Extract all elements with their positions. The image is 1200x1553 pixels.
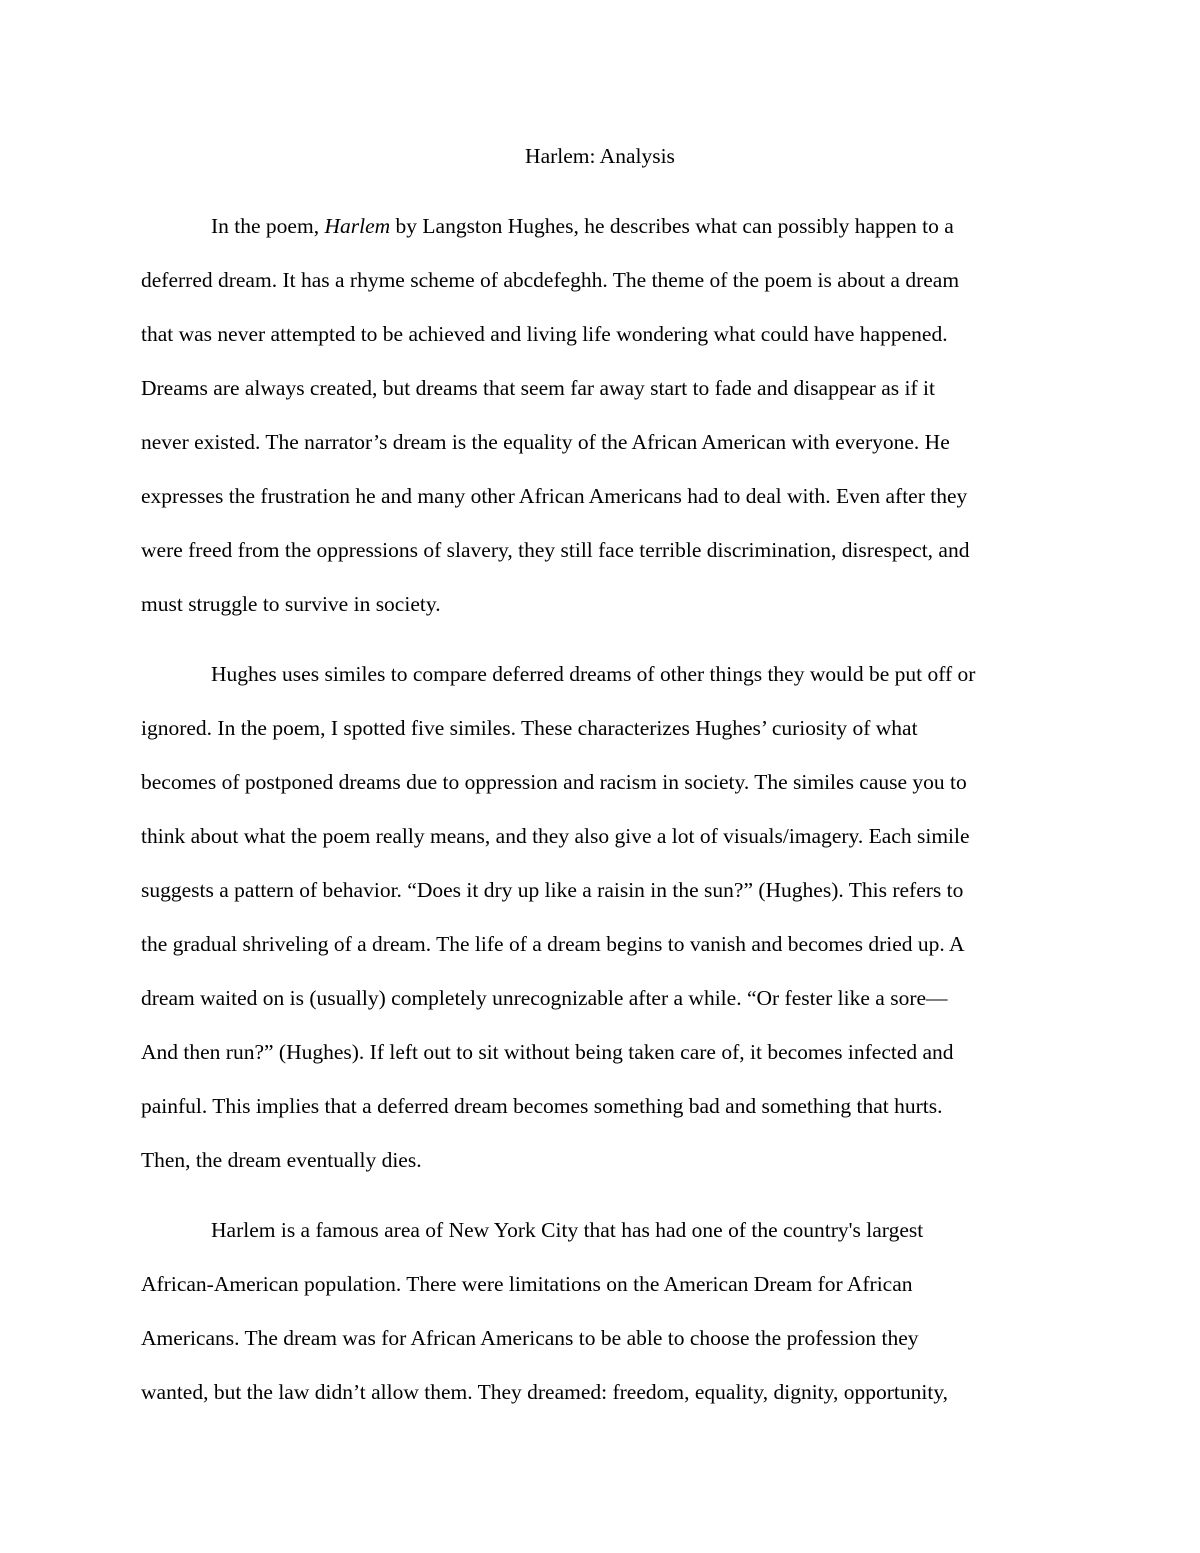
paragraph-line: And then run?” (Hughes). If left out to sit without being taken care of, it becomes infected and xyxy=(141,1040,954,1064)
poem-title-italic: Harlem xyxy=(324,214,391,238)
paragraph-line: that was never attempted to be achieved and living life wondering what could have happened. xyxy=(141,322,948,346)
paragraph-line: expresses the frustration he and many other African Americans had to deal with. Even after they xyxy=(141,484,968,508)
paragraph-line: African-American population. There were limitations on the American Dream for African xyxy=(141,1272,913,1296)
paragraph-line: becomes of postponed dreams due to oppression and racism in society. The similes cause you to xyxy=(141,770,967,794)
text-run: In the poem, xyxy=(211,214,325,238)
paragraph-line: deferred dream. It has a rhyme scheme of abcdefeghh. The theme of the poem is about a dream xyxy=(141,268,960,292)
paragraph-line: Then, the dream eventually dies. xyxy=(141,1148,422,1172)
paragraph-line: the gradual shriveling of a dream. The life of a dream begins to vanish and becomes dried up. A xyxy=(141,932,965,956)
paragraph-line: think about what the poem really means, and they also give a lot of visuals/imagery. Each simile xyxy=(141,824,970,848)
paragraph-line: suggests a pattern of behavior. “Does it dry up like a raisin in the sun?” (Hughes). This refers to xyxy=(141,878,964,902)
paragraph-line: were freed from the oppressions of slavery, they still face terrible discrimination, disrespect, and xyxy=(141,538,970,562)
paragraph-line: Harlem is a famous area of New York City that has had one of the country's largest xyxy=(211,1218,924,1242)
paragraph-line: Americans. The dream was for African Americans to be able to choose the profession they xyxy=(141,1326,919,1350)
paragraph-line: ignored. In the poem, I spotted five similes. These characterizes Hughes’ curiosity of what xyxy=(141,716,918,740)
paragraph-line: dream waited on is (usually) completely unrecognizable after a while. “Or fester like a sore— xyxy=(141,986,948,1010)
text-run: by Langston Hughes, he describes what can possibly happen to a xyxy=(390,214,954,238)
document-title: Harlem: Analysis xyxy=(525,144,675,168)
paragraph-line: must struggle to survive in society. xyxy=(141,592,441,616)
paragraph-line xyxy=(211,211,1071,241)
paragraph-line: never existed. The narrator’s dream is the equality of the African American with everyone. He xyxy=(141,430,950,454)
paragraph-line: painful. This implies that a deferred dream becomes something bad and something that hurts. xyxy=(141,1094,943,1118)
paragraph-line: Dreams are always created, but dreams that seem far away start to fade and disappear as if it xyxy=(141,376,935,400)
paragraph-line: wanted, but the law didn’t allow them. They dreamed: freedom, equality, dignity, opportunity, xyxy=(141,1380,949,1404)
paragraph-line: Hughes uses similes to compare deferred dreams of other things they would be put off or xyxy=(211,662,976,686)
